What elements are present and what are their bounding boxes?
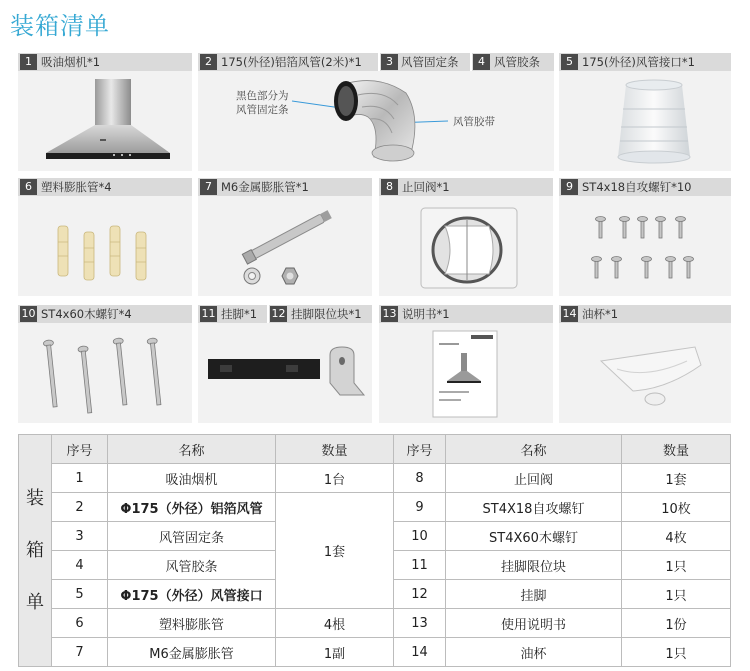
item-quantity: 1套 xyxy=(276,493,394,609)
item-label: 挂脚*1 xyxy=(221,307,258,321)
item-label: 175(外径)风管接口*1 xyxy=(582,55,695,69)
item-cell-hanger xyxy=(198,305,372,423)
item-name: M6金属膨胀管 xyxy=(108,638,276,667)
item-quantity: 4根 xyxy=(276,609,394,638)
item-name: ST4X18自攻螺钉 xyxy=(446,493,622,522)
aluminum-duct-image xyxy=(198,53,554,171)
item-quantity: 1只 xyxy=(622,580,731,609)
row-number: 1 xyxy=(52,464,108,493)
item-label: 风管固定条 xyxy=(401,55,459,69)
item-label: ST4x60木螺钉*4 xyxy=(41,307,132,321)
item-quantity: 1份 xyxy=(622,609,731,638)
col-header: 数量 xyxy=(622,435,731,464)
item-label: M6金属膨胀管*1 xyxy=(221,180,309,194)
table-side-label: 装 箱 单 xyxy=(19,435,52,667)
row-number: 4 xyxy=(52,551,108,580)
item-number: 7 xyxy=(200,179,217,195)
item-number: 6 xyxy=(20,179,37,195)
item-name: Φ175（外径）风管接口 xyxy=(108,580,276,609)
table-row xyxy=(19,493,731,522)
item-label: 挂脚限位块*1 xyxy=(291,307,362,321)
item-quantity: 1副 xyxy=(276,638,394,667)
item-cell-plastic-anchors xyxy=(18,178,192,296)
item-name: 风管胶条 xyxy=(108,551,276,580)
item-label: 塑料膨胀管*4 xyxy=(41,180,112,194)
item-cell-wood-screws xyxy=(18,305,192,423)
page-title: 装箱清单 xyxy=(10,12,110,40)
item-cell-oil-cup xyxy=(559,305,731,423)
col-header: 序号 xyxy=(52,435,108,464)
oil-cup-image xyxy=(597,339,707,411)
item-name: 止回阀 xyxy=(446,464,622,493)
item-number: 3 xyxy=(381,54,398,70)
item-cell-tapping-screws xyxy=(559,178,731,296)
manual-image xyxy=(431,329,501,421)
packing-list-table xyxy=(18,434,731,667)
hanger-bracket-image xyxy=(206,345,366,415)
item-number: 9 xyxy=(561,179,578,195)
row-number: 6 xyxy=(52,609,108,638)
item-number: 11 xyxy=(201,307,216,320)
item-name: 塑料膨胀管 xyxy=(108,609,276,638)
table-header-row xyxy=(19,435,731,464)
col-header: 名称 xyxy=(108,435,276,464)
duct-annotation: 黑色部分为 xyxy=(236,90,289,102)
item-quantity: 1套 xyxy=(622,464,731,493)
wood-screw-image xyxy=(42,337,182,417)
item-name: 使用说明书 xyxy=(446,609,622,638)
item-cell-metal-anchor xyxy=(198,178,372,296)
col-header: 数量 xyxy=(276,435,394,464)
item-quantity: 10枚 xyxy=(622,493,731,522)
row-number: 11 xyxy=(394,551,446,580)
duct-annotation: 风管胶带 xyxy=(453,116,495,128)
item-number: 8 xyxy=(381,179,398,195)
row-number: 12 xyxy=(394,580,446,609)
row-number: 5 xyxy=(52,580,108,609)
item-cell-duct-connector xyxy=(559,53,731,171)
item-quantity: 1只 xyxy=(622,551,731,580)
item-label: 175(外径)铝箔风管(2米)*1 xyxy=(221,55,362,69)
item-number: 4 xyxy=(473,54,490,70)
check-valve-image xyxy=(415,202,525,292)
col-header: 名称 xyxy=(446,435,622,464)
item-label: 吸油烟机*1 xyxy=(41,55,101,69)
item-name: 挂脚 xyxy=(446,580,622,609)
item-quantity: 1只 xyxy=(622,638,731,667)
item-number: 10 xyxy=(21,307,36,320)
duct-annotation: 风管固定条 xyxy=(236,104,289,116)
plastic-anchor-image xyxy=(54,222,164,282)
item-quantity: 4枚 xyxy=(622,522,731,551)
item-cell-manual xyxy=(379,305,553,423)
tapping-screw-image xyxy=(587,214,711,290)
col-header: 序号 xyxy=(394,435,446,464)
row-number: 3 xyxy=(52,522,108,551)
item-name: 油杯 xyxy=(446,638,622,667)
item-label: 说明书*1 xyxy=(402,307,450,321)
table-row xyxy=(19,464,731,493)
row-number: 2 xyxy=(52,493,108,522)
item-cell-duct-set xyxy=(198,53,554,171)
item-number: 5 xyxy=(561,54,578,70)
item-label: ST4x18自攻螺钉*10 xyxy=(582,180,692,194)
item-cell-range-hood xyxy=(18,53,192,171)
row-number: 9 xyxy=(394,493,446,522)
item-label: 止回阀*1 xyxy=(402,180,450,194)
item-name: 吸油烟机 xyxy=(108,464,276,493)
item-quantity: 1台 xyxy=(276,464,394,493)
item-label: 油杯*1 xyxy=(582,307,619,321)
item-number: 2 xyxy=(200,54,217,70)
row-number: 8 xyxy=(394,464,446,493)
item-number: 1 xyxy=(20,54,37,70)
item-label: 风管胶条 xyxy=(494,55,540,69)
row-number: 13 xyxy=(394,609,446,638)
item-name: 挂脚限位块 xyxy=(446,551,622,580)
table-row xyxy=(19,609,731,638)
item-number: 12 xyxy=(271,307,286,320)
item-cell-check-valve xyxy=(379,178,553,296)
item-name: ST4X60木螺钉 xyxy=(446,522,622,551)
item-number: 13 xyxy=(382,307,397,320)
table-row xyxy=(19,638,731,667)
item-name: 风管固定条 xyxy=(108,522,276,551)
row-number: 10 xyxy=(394,522,446,551)
item-name: Φ175（外径）铝箔风管 xyxy=(108,493,276,522)
row-number: 14 xyxy=(394,638,446,667)
item-number: 14 xyxy=(562,307,577,320)
range-hood-image xyxy=(42,79,172,167)
row-number: 7 xyxy=(52,638,108,667)
duct-connector-image xyxy=(614,79,694,167)
metal-anchor-image xyxy=(228,208,348,292)
